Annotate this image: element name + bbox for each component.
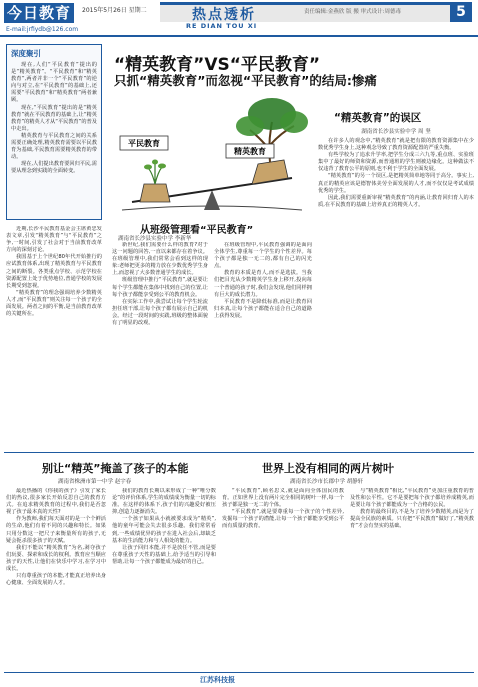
illustration-caption: 从班级管理看“平民教育” [140, 225, 254, 236]
body-paragraph: “精英教育”的另一个误区,是把精英简单地等同于高分。事实上,真正的精英应该是德智体美劳全面发展的人才,而不仅仅是考试成绩优秀的学生。 [318, 173, 474, 194]
body-paragraph: 在许多人的观念中,“精英教育”就是把有限的教育资源集中在少数优秀学生身上,这种观念导致了教育资源配置的严重失衡。 [318, 138, 474, 152]
body-paragraph: 我们的教育长期以来形成了一种“唯分数论”的评价体系,学生的成绩成为衡量一切的标准。在这样的体系下,孩子们的兴趣爱好被压抑,创造力逐渐消失。 [112, 488, 216, 516]
body-paragraph: 在实际工作中,我尝试让每个学生轮流担任班干部,让每个孩子都有展示自己的机会。经过一段时间的实践,班级的整体面貌有了明显的改观。 [112, 298, 208, 327]
body-paragraph: 有些学校为了追求升学率,把学生分成三六九等,重点班、实验班集中了最好的师资和资源,而普通班的学生则被边缘化。这种做法不仅违背了教育公平的原则,也不利于学生的全面发展。 [318, 152, 474, 173]
body-paragraph: 新世纪,我们需要什么样的教育?对于这一问题的回答,一直以来都存在着争议。在班级管理中,我们常常会看到这样的现象:老师把更多的精力放在少数优秀学生身上,而忽视了大多数普通学生的成长。 [112, 242, 208, 277]
body-paragraph: 在班级管理中,平民教育强调的是面向全体学生,尊重每一个学生的个性差异。每个孩子都是独一无二的,都有自己的闪光点。 [214, 242, 312, 270]
bottom-right-title: 世界上没有相同的两片树叶 [262, 462, 394, 475]
sidebar-note-paragraph: 精英教育与平民教育之间的关系需要正确处理,精英教育需要以平民教育为基础,平民教育需要精英教育的带动。 [11, 132, 97, 161]
editor-credit: 责任编辑:金燕欣 版 搬 审式设计:周德毒 [304, 9, 401, 15]
sidebar-note-paragraph: 现在,“平民教育”提出的是“精英教育”就在平民教育的基础上,让“精英教育”的精英人才从“平民教育”的普及中走出。 [11, 104, 97, 132]
page-number: 5 [450, 3, 472, 22]
contact-email[interactable]: E-mail:jrfiydb@126.com [6, 26, 79, 33]
body-paragraph: “精英教育”的理念强调培养少数精英人才,而“平民教育”则关注每一个孩子的全面发展。两者之间的平衡,是当前教育改革的关键所在。 [6, 289, 102, 318]
middle-column-2 [214, 242, 312, 447]
bottom-right-column-1 [222, 488, 344, 668]
sub-headline: 只抓“精英教育”而忽视“平民教育”的结局:惨痛 [114, 73, 377, 88]
body-paragraph: 因此,我们需要重新审视“精英教育”的内涵,让教育回归育人的本质,在平民教育的基础上培养真正的精英人才。 [318, 194, 474, 208]
body-paragraph: 教育的本质是育人,而不是选拔。当我们把目光从少数精英学生身上移开,投向每一个普通的孩子时,我们会发现,他们同样拥有巨大的成长潜力。 [214, 270, 312, 298]
body-paragraph: 与“精英教育”相比,“平民教育”更加注重教育的普及性和公平性。它不是要把每个孩子都培养成精英,而是要让每个孩子都能成为一个合格的公民。 [350, 488, 474, 509]
side-article-title: “精英教育”的误区 [334, 112, 422, 124]
body-paragraph: 我国基于上个世纪80年代开始推行的应试教育体系,出现了精英教育与平民教育之间的断裂。各类重点学校、示范学校在资源配置上处于优势地位,普通学校的发展长期受到忽视。 [6, 254, 102, 289]
main-byline: 湖南省长沙县实验中学 李新华 [118, 236, 192, 242]
bottom-right-column-2 [350, 488, 474, 668]
sidebar-note-paragraph: 现在,人们提出教育要回归平民,需要从理念到实践的全面转变。 [11, 161, 97, 175]
body-paragraph: 教育的最终目的,不是为了培养少数精英,而是为了提高全民族的素质。只有把“平民教育”做好了,“精英教育”才会有坚实的基础。 [350, 509, 474, 530]
body-paragraph: 一个孩子如果从小就被要求成为“精英”,他的童年可能会失去很多乐趣。我们常常看到,一些成绩优异的孩子在进入社会后,却缺乏基本的生活能力和与人相处的能力。 [112, 516, 216, 544]
left-column-body [6, 226, 102, 446]
body-paragraph: “平民教育”,就是要尊重每一个孩子的个性差异,发掘每一个孩子的潜能,让每一个孩子都能享受到公平而有质量的教育。 [222, 509, 344, 530]
bottom-left-column-2 [112, 488, 216, 668]
masthead [0, 0, 478, 37]
illus-label-right: 精英教育 [234, 147, 266, 156]
sidebar-note [6, 44, 102, 220]
issue-date: 2015年5月26日 星期二 [82, 7, 147, 14]
section-divider [4, 452, 474, 453]
bottom-right-byline: 湖南省长沙市长郡中学 胡静轩 [290, 479, 364, 485]
body-paragraph: 最近热播的《你我的孩子》引发了家长们的热议,很多家长开始反思自己的教育方式。在追求精英教育的过程中,我们是否忽视了孩子最本真的天性? [6, 488, 106, 516]
footer-rule [4, 672, 474, 673]
newspaper-logo: 今日教育 [4, 3, 74, 23]
body-paragraph: 平民教育不是降低标准,而是让教育回归本真,让每个孩子都能在适合自己的道路上获得发展。 [214, 298, 312, 319]
body-paragraph: 只有尊重孩子的本能,才能真正培养出身心健康、全面发展的人才。 [6, 573, 106, 587]
middle-column-1 [112, 242, 208, 447]
body-paragraph: 近期,长沙平民教育基金会主席黄忠发表文章,引发“精英教育”与“平民教育”之争,一时间,引发了社会对于当前教育改革方向的深刻讨论。 [6, 226, 102, 254]
seesaw-illustration [112, 92, 312, 222]
sidebar-note-paragraph: 现在,人们“平民教育”提出的是“精英教育”。“平民教育”和“精英教育”,两者并非一个“平民教育”的逆向与对立,在“平民教育”的基础上,还需要“平民教育”和“精英教育”两者兼顾。 [11, 62, 97, 104]
body-paragraph: 我们不能以“精英教育”为名,剥夺孩子们玩耍、探索和成长的权利。教育应当顺应孩子的天性,让他们在快乐中学习,在学习中成长。 [6, 544, 106, 573]
side-article [318, 110, 474, 440]
footer-title: 江苏科技报 [200, 676, 235, 684]
sidebar-note-title: 深度聚引 [11, 49, 41, 58]
main-headline: “精英教育”VS“平民教育” [114, 55, 321, 75]
body-paragraph: 作为教师,我们每天面对的是一个个鲜活的生命,他们有着不同的兴趣和特长。如果只用分数这一把尺子来衡量所有的孩子,无疑会扼杀很多孩子的天赋。 [6, 516, 106, 544]
bottom-left-title: 别让“精英”掩盖了孩子的本能 [42, 462, 189, 475]
bottom-left-byline: 湖南省株洲市第一中学 赵宇春 [58, 479, 132, 485]
side-article-byline: 湖南省长沙县实验中学 周 坚 [361, 129, 431, 135]
illus-label-left: 平民教育 [128, 139, 160, 148]
section-subtitle: RE DIAN TOU XI [186, 22, 258, 30]
section-title: 热点透析 [192, 7, 256, 23]
body-paragraph: 让孩子回归本能,并不是放任不管,而是要在尊重孩子天性的基础上,给予适当的引导和帮助,让每一个孩子都能成为最好的自己。 [112, 544, 216, 565]
body-paragraph: 班级管理中推行“平民教育”,就是要让每个学生都能在集体中找到自己的位置,让每个孩子都能享受到公平的教育机会。 [112, 277, 208, 298]
bottom-left-column-1 [6, 488, 106, 668]
body-paragraph: “平民教育”,顾名思义,就是面向全体国民的教育。正如世界上没有两片完全相同的树叶一样,每一个孩子都是独一无二的个体。 [222, 488, 344, 509]
